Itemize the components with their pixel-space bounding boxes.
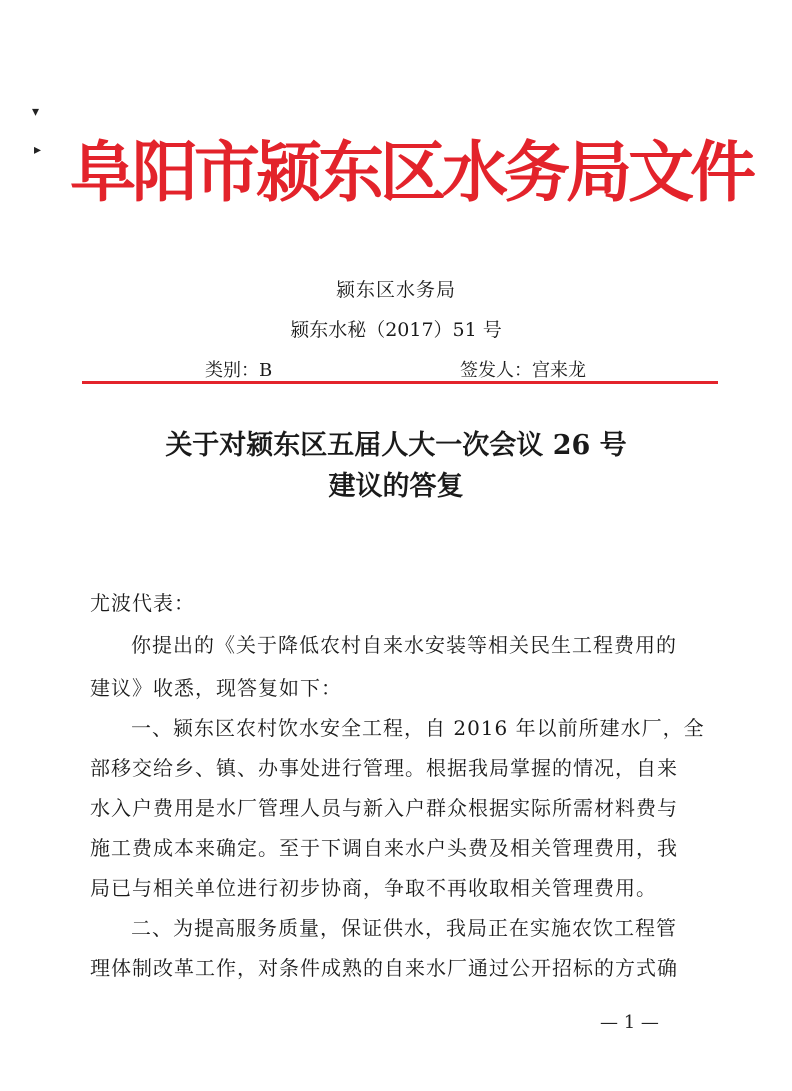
category-label: 类别：B xyxy=(205,360,273,381)
body-line: 施工费成本来确定。至于下调自来水户头费及相关管理费用，我 xyxy=(90,836,678,860)
body-line: 局已与相关单位进行初步协商，争取不再收取相关管理费用。 xyxy=(90,876,657,900)
scan-artifact-mark: ▾ xyxy=(32,104,40,120)
page-number: — 1 — xyxy=(600,1012,659,1033)
subject-title-line-1: 关于对颍东区五届人大一次会议 26 号 xyxy=(165,430,627,461)
body-line: 建议》收悉，现答复如下： xyxy=(90,676,342,700)
body-line: 部移交给乡、镇、办事处进行管理。根据我局掌握的情况，自来 xyxy=(90,756,678,780)
header-divider xyxy=(82,381,718,384)
subject-title-line-2: 建议的答复 xyxy=(328,471,464,502)
body-line: 一、颍东区农村饮水安全工程，自 2016 年以前所建水厂，全 xyxy=(131,716,705,740)
document-header-title: 阜阳市颍东区水务局文件 xyxy=(70,134,752,211)
signer-label: 签发人：宫来龙 xyxy=(460,360,586,381)
issuer-name: 颍东区水务局 xyxy=(335,279,456,301)
scan-artifact-mark: ▸ xyxy=(34,142,42,158)
body-line: 理体制改革工作，对条件成熟的自来水厂通过公开招标的方式确 xyxy=(90,956,678,980)
body-line: 二、为提高服务质量，保证供水，我局正在实施农饮工程管 xyxy=(131,916,677,940)
body-line: 你提出的《关于降低农村自来水安装等相关民生工程费用的 xyxy=(131,633,677,657)
document-number: 颍东水秘（2017）51 号 xyxy=(290,319,502,341)
body-line: 水入户费用是水厂管理人员与新入户群众根据实际所需材料费与 xyxy=(90,796,678,820)
salutation: 尤波代表： xyxy=(90,591,195,615)
